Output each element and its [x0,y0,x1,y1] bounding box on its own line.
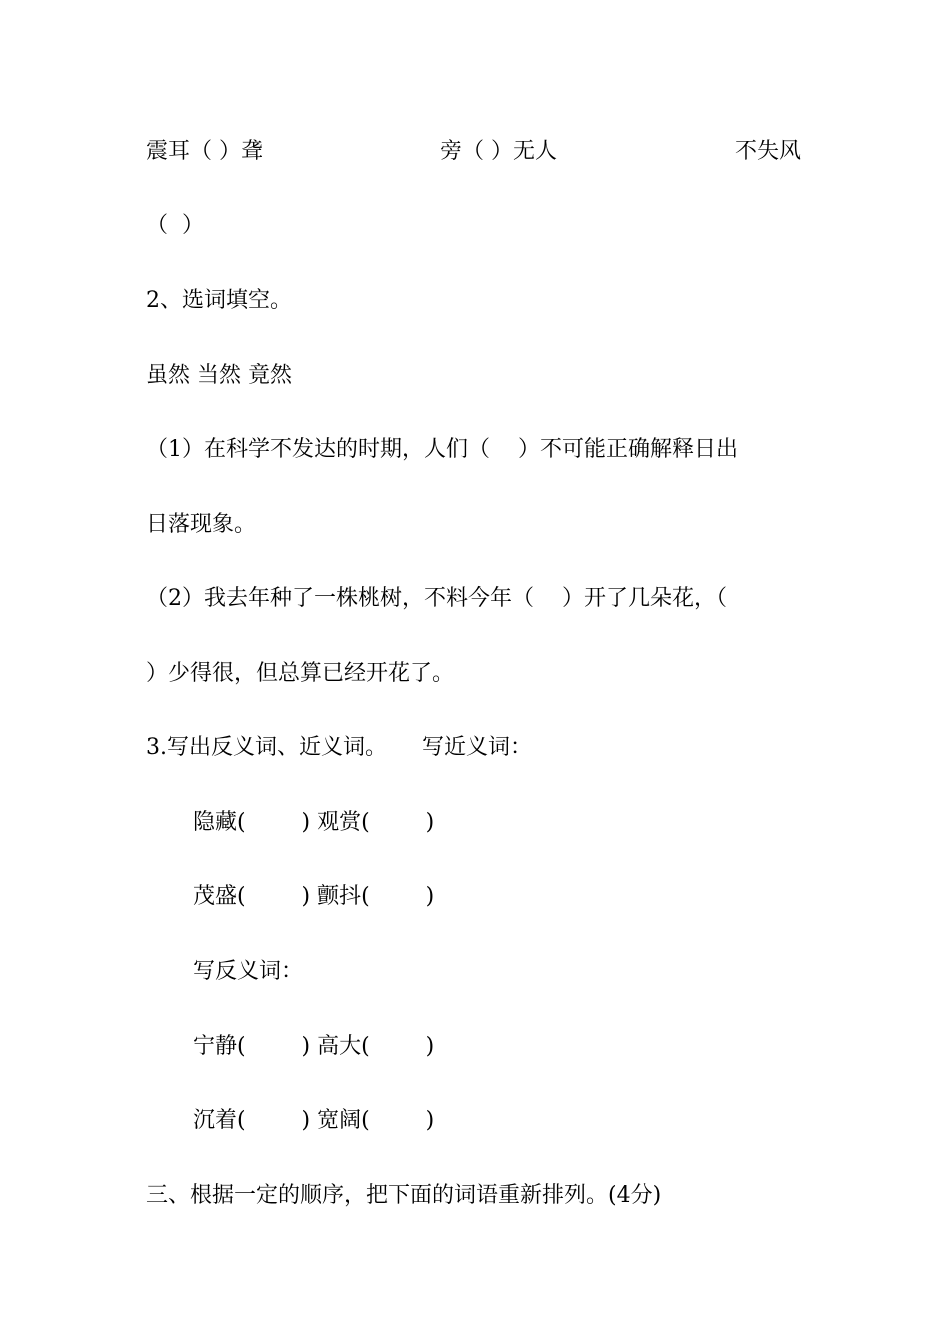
question-2-title: 2、选词填空。 [146,288,292,313]
antonym-row-1: 宁静( ) 高大( ) [193,1034,435,1059]
synonym-row-1: 隐藏( ) 观赏( ) [193,810,435,835]
word-choices: 虽然 当然 竟然 [146,363,292,388]
sentence-1-line-2: 日落现象。 [146,512,257,537]
sentence-2-line-1: （2）我去年种了一株桃树，不料今年（ ）开了几朵花，（ [146,586,727,611]
idiom-1: 震耳（ ）聋 [146,139,263,164]
sentence-2-line-2: ）少得很，但总算已经开花了。 [146,661,455,686]
sentence-1-line-1: （1）在科学不发达的时期，人们（ ）不可能正确解释日出 [146,437,738,462]
synonym-row-2: 茂盛( ) 颤抖( ) [193,884,435,909]
antonym-row-2: 沉着( ) 宽阔( ) [193,1108,435,1133]
antonym-heading: 写反义词： [193,959,304,984]
idiom-3: 不失风 [735,139,802,164]
idiom-2: 旁（ ）无人 [440,139,557,164]
question-3-title: 3.写出反义词、近义词。 写近义词： [146,735,532,760]
section-3-title: 三、根据一定的顺序，把下面的词语重新排列。(4分) [146,1183,662,1208]
idiom-3-blank: （ ） [146,213,204,238]
